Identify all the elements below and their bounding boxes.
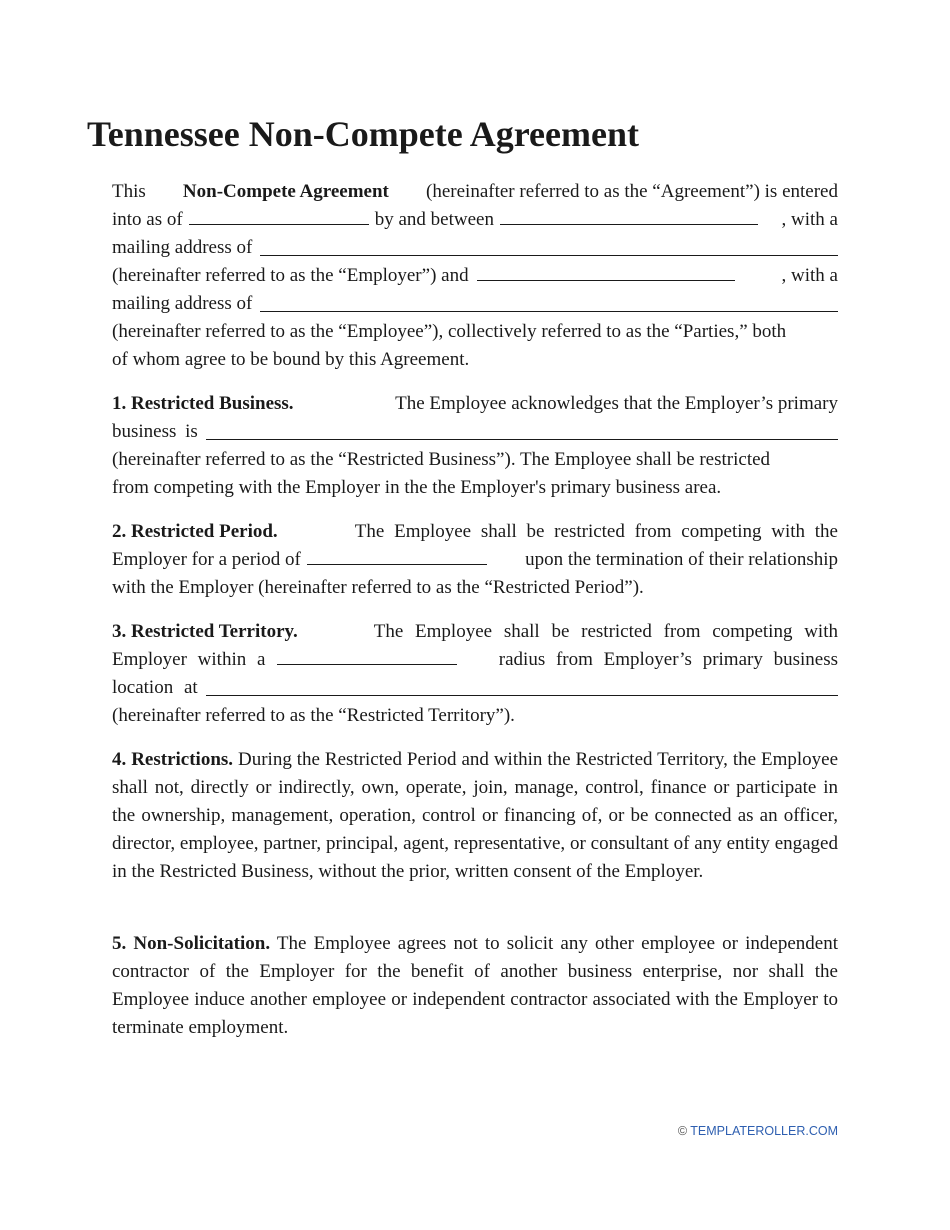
section-heading: 3. Restricted Territory. (112, 621, 298, 642)
business-location-blank[interactable] (206, 694, 838, 696)
employee-name-blank[interactable] (477, 262, 735, 281)
footer-brand (678, 1124, 838, 1138)
section-heading: 1. Restricted Business. (112, 393, 294, 414)
section-non-solicitation: 5. Non-Solicitation. The Employee agrees not to solicit any other employee or independent contractor of the Employer for the benefit of another business enterprise, nor shall the Employee induce another employee or independent contractor associated with the Employer to terminate employment. (112, 933, 838, 1038)
employer-name-blank[interactable] (500, 206, 758, 225)
date-blank[interactable] (189, 206, 369, 225)
section-restrictions: 4. Restrictions. During the Restricted Period and within the Restricted Territory, the Employee shall not, directly or indirectly, own, operate, join, manage, control, finance or participate in the ownership, management, operation, control or financing of, or be connected as an officer, director, employee, partner, principal, agent, representative, or consultant of any entity engaged in the Restricted Business, without the prior, written consent of the Employer. (112, 749, 839, 882)
intro-line-3: mailing address of (112, 234, 838, 262)
intro-line-6: (hereinafter referred to as the “Employee”), collectively referred to as the “Parties,” both (112, 321, 787, 342)
section-heading: 2. Restricted Period. (112, 521, 278, 542)
employee-address-blank[interactable] (260, 310, 838, 312)
intro-line-7: of whom agree to be bound by this Agreement. (112, 349, 470, 370)
section-heading: 4. Restrictions. (112, 749, 234, 770)
intro-line-5: mailing address of (112, 290, 838, 318)
business-description-blank[interactable] (206, 438, 838, 440)
brand-link[interactable]: TEMPLATEROLLER.COM (690, 1124, 838, 1138)
intro-line-4: (hereinafter referred to as the “Employer”) and , with a (112, 262, 838, 290)
employer-address-blank[interactable] (260, 254, 838, 256)
intro-line-1: This Non-Compete Agreement (hereinafter referred to as the “Agreement”) is entered (112, 178, 838, 206)
copyright-icon: © (677, 1124, 688, 1138)
intro-line-2: into as of by and between , with a (112, 206, 838, 234)
section-heading: 5. Non-Solicitation. (112, 933, 271, 954)
page-title: Tennessee Non-Compete Agreement (87, 114, 639, 154)
radius-blank[interactable] (277, 646, 457, 665)
section-restricted-period: 2. Restricted Period. The Employee shall be restricted from competing with the Employer for a period of upon the termination of their relationship with the Employer (hereinafter referred to as the “Restricted Period”). (112, 518, 838, 602)
agreement-term: Non-Compete Agreement (182, 181, 389, 202)
period-blank[interactable] (307, 546, 487, 565)
section-restricted-territory: 3. Restricted Territory. The Employee shall be restricted from competing with Employer within a radius from Employer’s primary business location at (hereinafter referred to as the “Restricted Territory”). (112, 618, 838, 730)
section-restricted-business: 1. Restricted Business. The Employee acknowledges that the Employer’s primary business is (hereinafter referred to as the “Restricted Business”). The Employee shall be restricted from competing with the Employer in the the Employer's primary business area. (112, 390, 838, 502)
intro-paragraph (112, 178, 838, 374)
